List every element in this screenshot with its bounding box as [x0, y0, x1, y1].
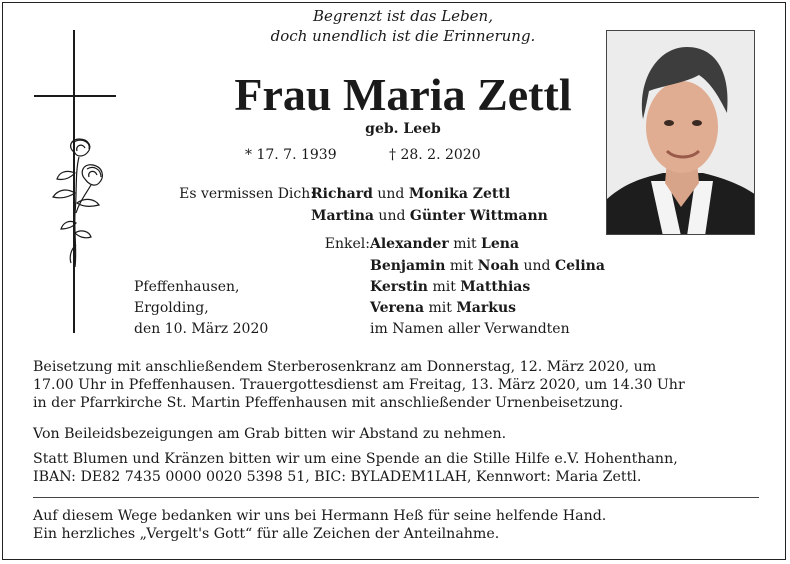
- obituary-notice: [2, 2, 786, 560]
- grandchild-row-2: Benjamin mit Noah und Celina: [370, 258, 605, 274]
- grandchild-row-4: Verena mit Markus: [370, 300, 517, 316]
- grandchild-row-3: Kerstin mit Matthias: [370, 279, 531, 295]
- birth-date: * 17. 7. 1939: [245, 147, 337, 163]
- quote-line-1: Begrenzt ist das Leben,: [313, 7, 493, 25]
- thanks-paragraph: Auf diesem Wege bedanken wir uns bei Hermann Heß für seine helfende Hand. Ein herzliches „Vergelt's Gott“ für alle Zeichen der Anteilnahme.: [33, 508, 607, 542]
- funeral-paragraph: Beisetzung mit anschließendem Sterberosenkranz am Donnerstag, 12. März 2020, um 17.00 Uhr in Pfeffenhausen. Trauergottesdienst am Freitag, 13. März 2020, um 14.30 Uhr in der Pfarrkirche St. Martin Pfeffenhausen mit anschließender Urnenbeisetzung.: [33, 359, 685, 411]
- miss-label: Es vermissen Dich:: [179, 186, 315, 202]
- divider: [33, 497, 759, 498]
- portrait-photo: [606, 30, 755, 235]
- donation-paragraph: Statt Blumen und Kränzen bitten wir um eine Spende an die Stille Hilfe e.V. Hohenthann, IBAN: DE82 7435 0000 0020 5398 51, BIC: BYLADEM1LAH, Kennwort: Maria Zettl.: [33, 451, 678, 485]
- grandchildren-label: Enkel:: [324, 236, 370, 252]
- cross-beam: [34, 95, 116, 97]
- death-date: † 28. 2. 2020: [389, 147, 481, 163]
- condolence-text: Von Beileidsbezeigungen am Grab bitten wir Abstand zu nehmen.: [33, 426, 507, 442]
- rose-icon: [45, 133, 115, 273]
- deceased-name: Frau Maria Zettl: [234, 69, 572, 120]
- mourner-row-1: Richard und Monika Zettl: [311, 186, 511, 202]
- mourner-row-2: Martina und Günter Wittmann: [311, 208, 548, 224]
- grandchild-row-1: Alexander mit Lena: [370, 236, 520, 252]
- place-line-1: Pfeffenhausen,: [134, 279, 240, 295]
- place-date: den 10. März 2020: [134, 321, 269, 337]
- relatives-line: im Namen aller Verwandten: [370, 321, 570, 337]
- maiden-name: geb. Leeb: [365, 121, 441, 137]
- quote-line-2: doch unendlich ist die Erinnerung.: [270, 27, 536, 45]
- place-line-2: Ergolding,: [134, 300, 209, 316]
